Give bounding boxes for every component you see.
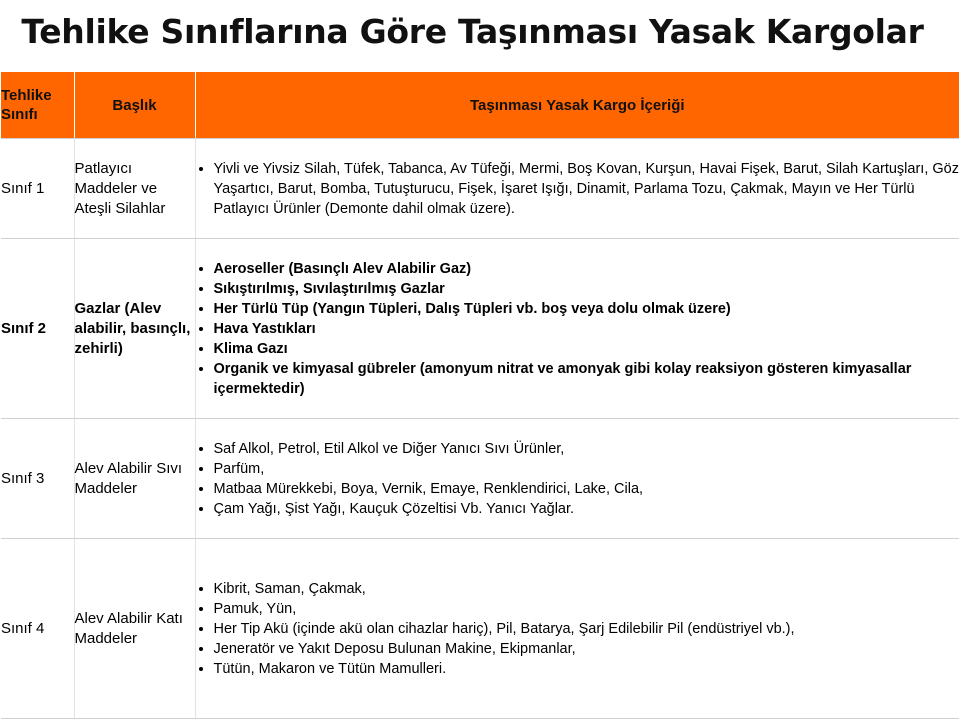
hazard-class-cell: Sınıf 3 (1, 419, 74, 539)
heading-cell: Patlayıcı Maddeler ve Ateşli Silahlar (74, 139, 195, 239)
list-item: • Hava Yastıkları (214, 319, 960, 339)
list-item: • Sıkıştırılmış, Sıvılaştırılmış Gazlar (214, 279, 960, 299)
table-row-class-3 (1, 419, 959, 539)
heading-cell: Gazlar (Alev alabilir, basınçlı, zehirli) (74, 239, 195, 419)
table-row-class-1 (1, 139, 959, 239)
content-cell (195, 239, 959, 419)
list-item: • Tütün, Makaron ve Tütün Mamulleri. (214, 659, 960, 679)
list-item: • Pamuk, Yün, (214, 599, 960, 619)
list-item: • Parfüm, (214, 459, 960, 479)
list-item: • Klima Gazı (214, 339, 960, 359)
list-item: • Saf Alkol, Petrol, Etil Alkol ve Diğer Yanıcı Sıvı Ürünler, (214, 439, 960, 459)
table-row-class-4 (1, 539, 959, 719)
hazard-class-cell: Sınıf 2 (1, 239, 74, 419)
item-list (196, 259, 960, 399)
content-cell (195, 139, 959, 239)
table-header-row (1, 72, 959, 139)
heading-cell: Alev Alabilir Sıvı Maddeler (74, 419, 195, 539)
hazard-class-cell: Sınıf 1 (1, 139, 74, 239)
item-list (196, 439, 960, 519)
heading-cell: Alev Alabilir Katı Maddeler (74, 539, 195, 719)
list-item: • Her Tip Akü (içinde akü olan cihazlar hariç), Pil, Batarya, Şarj Edilebilir Pil (endüstriyel vb.), (214, 619, 960, 639)
list-item: • Çam Yağı, Şist Yağı, Kauçuk Çözeltisi Vb. Yanıcı Yağlar. (214, 499, 960, 519)
header-heading: Başlık (74, 72, 195, 139)
content-cell (195, 419, 959, 539)
header-content: Taşınması Yasak Kargo İçeriği (195, 72, 959, 139)
list-item: • Yivli ve Yivsiz Silah, Tüfek, Tabanca, Av Tüfeği, Mermi, Boş Kovan, Kurşun, Havai Fişek, Barut, Silah Kartuşları, Göz Yaşartıcı, Barut, Bomba, Tutuşturucu, Fişek, İşaret Işığı, Dinamit, Parlama Tozu, Çakmak, Mayın ve Her Türlü Patlayıcı Ürünler (Demonte dahil olmak üzere). (214, 159, 960, 219)
page-title: Tehlike Sınıflarına Göre Taşınması Yasak Kargolar (21, 12, 924, 51)
header-hazard-class: Tehlike Sınıfı (1, 72, 74, 139)
list-item: • Kibrit, Saman, Çakmak, (214, 579, 960, 599)
table-row-class-2 (1, 239, 959, 419)
list-item: • Aeroseller (Basınçlı Alev Alabilir Gaz) (214, 259, 960, 279)
list-item: • Matbaa Mürekkebi, Boya, Vernik, Emaye, Renklendirici, Lake, Cila, (214, 479, 960, 499)
list-item: • Jeneratör ve Yakıt Deposu Bulunan Makine, Ekipmanlar, (214, 639, 960, 659)
list-item: • Her Türlü Tüp (Yangın Tüpleri, Dalış Tüpleri vb. boş veya dolu olmak üzere) (214, 299, 960, 319)
prohibited-cargo-table (1, 72, 959, 719)
item-list (196, 159, 960, 219)
item-list (196, 579, 960, 679)
hazard-class-cell: Sınıf 4 (1, 539, 74, 719)
list-item: • Organik ve kimyasal gübreler (amonyum nitrat ve amonyak gibi kolay reaksiyon gösteren kimyasallar içermektedir) (214, 359, 960, 399)
content-cell (195, 539, 959, 719)
